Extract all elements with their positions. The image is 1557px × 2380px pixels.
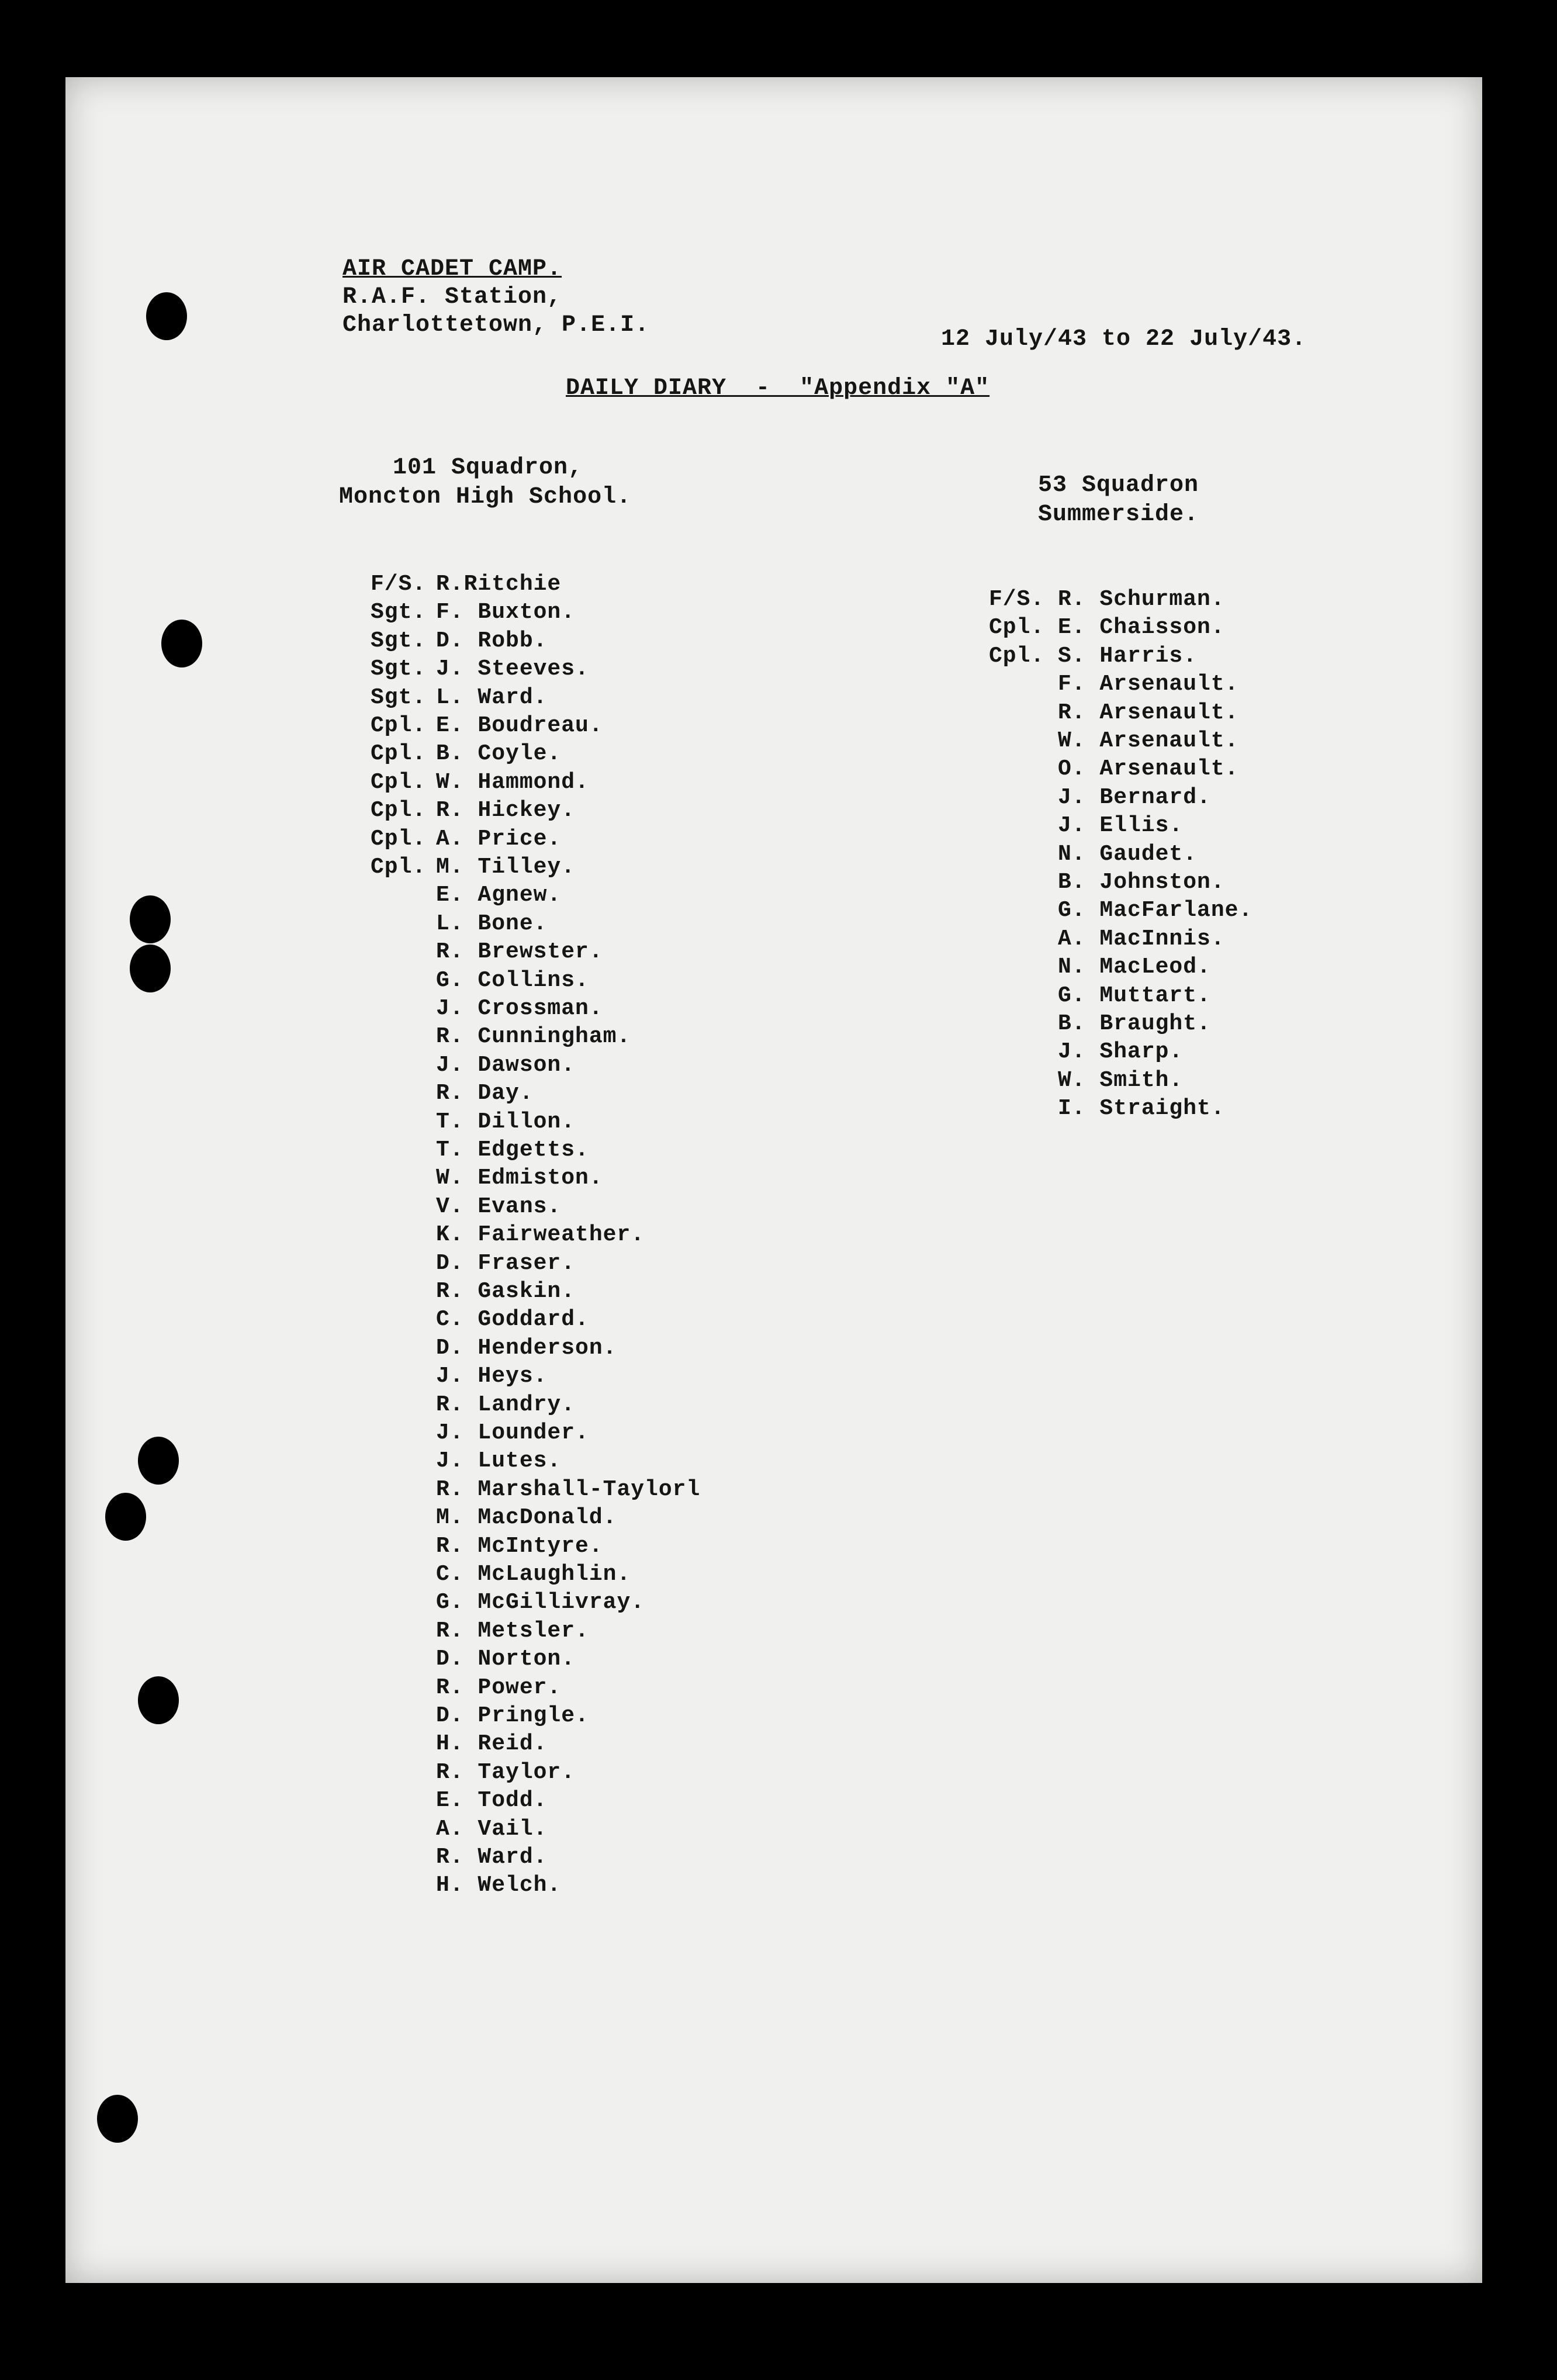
- member-name: R. Schurman.: [1058, 587, 1225, 612]
- member-rank: F/S.: [371, 572, 427, 597]
- member-rank: F/S.: [989, 587, 1045, 612]
- member-name: J. Ellis.: [1058, 813, 1184, 839]
- member-name: R. Ward.: [436, 1845, 548, 1870]
- member-name: E. Chaisson.: [1058, 615, 1225, 641]
- member-name: M. MacDonald.: [436, 1505, 617, 1531]
- punch-hole: [138, 1676, 179, 1724]
- member-name: R. Hickey.: [436, 798, 576, 824]
- member-name: M. Tilley.: [436, 855, 576, 880]
- member-rank: Cpl.: [371, 798, 427, 824]
- member-rank: Cpl.: [371, 855, 427, 880]
- member-name: J. Crossman.: [436, 996, 603, 1021]
- member-name: G. Muttart.: [1058, 983, 1211, 1008]
- member-name: R.Ritchie: [436, 572, 562, 597]
- member-name: N. Gaudet.: [1058, 841, 1198, 867]
- right-squadron-name: 53 Squadron: [1038, 472, 1199, 499]
- member-name: H. Welch.: [436, 1873, 562, 1898]
- member-rank: Sgt.: [371, 656, 427, 682]
- member-name: A. MacInnis.: [1058, 926, 1225, 952]
- member-name: W. Edmiston.: [436, 1165, 603, 1191]
- member-name: B. Braught.: [1058, 1011, 1211, 1036]
- member-rank: Cpl.: [371, 769, 427, 795]
- member-name: R. Power.: [436, 1675, 562, 1700]
- member-name: L. Bone.: [436, 911, 548, 936]
- header-line-2: R.A.F. Station,: [342, 284, 562, 310]
- member-name: R. Metsler.: [436, 1618, 589, 1644]
- member-name: R. Cunningham.: [436, 1024, 631, 1050]
- member-name: W. Smith.: [1058, 1067, 1184, 1093]
- right-squadron-location: Summerside.: [1038, 501, 1199, 528]
- member-name: J. Steeves.: [436, 656, 589, 682]
- header-line-1: AIR CADET CAMP.: [342, 256, 562, 282]
- header-line-3: Charlottetown, P.E.I.: [342, 312, 650, 338]
- member-rank: Cpl.: [989, 643, 1045, 669]
- member-name: F. Buxton.: [436, 600, 576, 625]
- member-name: N. MacLeod.: [1058, 954, 1211, 980]
- member-name: C. McLaughlin.: [436, 1562, 631, 1587]
- member-name: K. Fairweather.: [436, 1222, 645, 1248]
- member-name: A. Price.: [436, 826, 562, 852]
- member-rank: Cpl.: [371, 826, 427, 852]
- member-name: R. Brewster.: [436, 939, 603, 965]
- member-name: R. Landry.: [436, 1392, 576, 1417]
- document-page: [65, 77, 1482, 2283]
- member-name: W. Hammond.: [436, 769, 589, 795]
- member-name: D. Henderson.: [436, 1335, 617, 1361]
- member-rank: Sgt.: [371, 600, 427, 625]
- left-squadron-location: Moncton High School.: [339, 484, 632, 510]
- member-name: R. Arsenault.: [1058, 700, 1239, 725]
- member-name: J. Bernard.: [1058, 784, 1211, 810]
- member-name: J. Sharp.: [1058, 1039, 1184, 1065]
- member-name: G. McGillivray.: [436, 1590, 645, 1616]
- member-name: A. Vail.: [436, 1816, 548, 1842]
- member-name: E. Boudreau.: [436, 713, 603, 738]
- member-name: B. Coyle.: [436, 741, 562, 767]
- member-name: D. Fraser.: [436, 1250, 576, 1276]
- member-name: T. Edgetts.: [436, 1137, 589, 1163]
- member-name: D. Pringle.: [436, 1703, 589, 1728]
- member-name: R. Marshall-Taylorl: [436, 1476, 701, 1502]
- member-name: D. Robb.: [436, 628, 548, 653]
- member-rank: Sgt.: [371, 684, 427, 710]
- member-name: I. Straight.: [1058, 1096, 1225, 1122]
- punch-hole: [146, 292, 187, 340]
- member-name: S. Harris.: [1058, 643, 1198, 669]
- member-rank: Cpl.: [371, 741, 427, 767]
- member-name: R. Day.: [436, 1081, 534, 1106]
- punch-hole: [130, 895, 171, 943]
- member-name: V. Evans.: [436, 1194, 562, 1219]
- punch-hole: [161, 620, 202, 667]
- member-name: R. Gaskin.: [436, 1279, 576, 1304]
- header-dates: 12 July/43 to 22 July/43.: [941, 326, 1307, 352]
- left-squadron-name: 101 Squadron,: [393, 455, 583, 481]
- member-name: J. Dawson.: [436, 1052, 576, 1078]
- member-rank: Cpl.: [989, 615, 1045, 641]
- member-name: F. Arsenault.: [1058, 672, 1239, 697]
- punch-hole: [130, 945, 171, 992]
- member-name: J. Lutes.: [436, 1448, 562, 1474]
- member-name: O. Arsenault.: [1058, 756, 1239, 782]
- member-name: T. Dillon.: [436, 1109, 576, 1134]
- member-name: J. Lounder.: [436, 1420, 589, 1445]
- punch-hole: [105, 1493, 146, 1541]
- member-name: E. Todd.: [436, 1788, 548, 1814]
- punch-hole: [138, 1437, 179, 1485]
- member-name: D. Norton.: [436, 1646, 576, 1672]
- member-name: H. Reid.: [436, 1731, 548, 1757]
- member-name: L. Ward.: [436, 684, 548, 710]
- member-name: R. McIntyre.: [436, 1533, 603, 1559]
- member-name: G. MacFarlane.: [1058, 898, 1253, 923]
- member-name: E. Agnew.: [436, 883, 562, 908]
- member-name: B. Johnston.: [1058, 870, 1225, 895]
- member-name: R. Taylor.: [436, 1759, 576, 1785]
- member-rank: Cpl.: [371, 713, 427, 738]
- page-title: DAILY DIARY - "Appendix "A": [566, 375, 990, 402]
- member-name: W. Arsenault.: [1058, 728, 1239, 753]
- member-rank: Sgt.: [371, 628, 427, 653]
- member-name: J. Heys.: [436, 1364, 548, 1389]
- punch-hole: [97, 2095, 138, 2143]
- member-name: G. Collins.: [436, 967, 589, 993]
- member-name: C. Goddard.: [436, 1307, 589, 1333]
